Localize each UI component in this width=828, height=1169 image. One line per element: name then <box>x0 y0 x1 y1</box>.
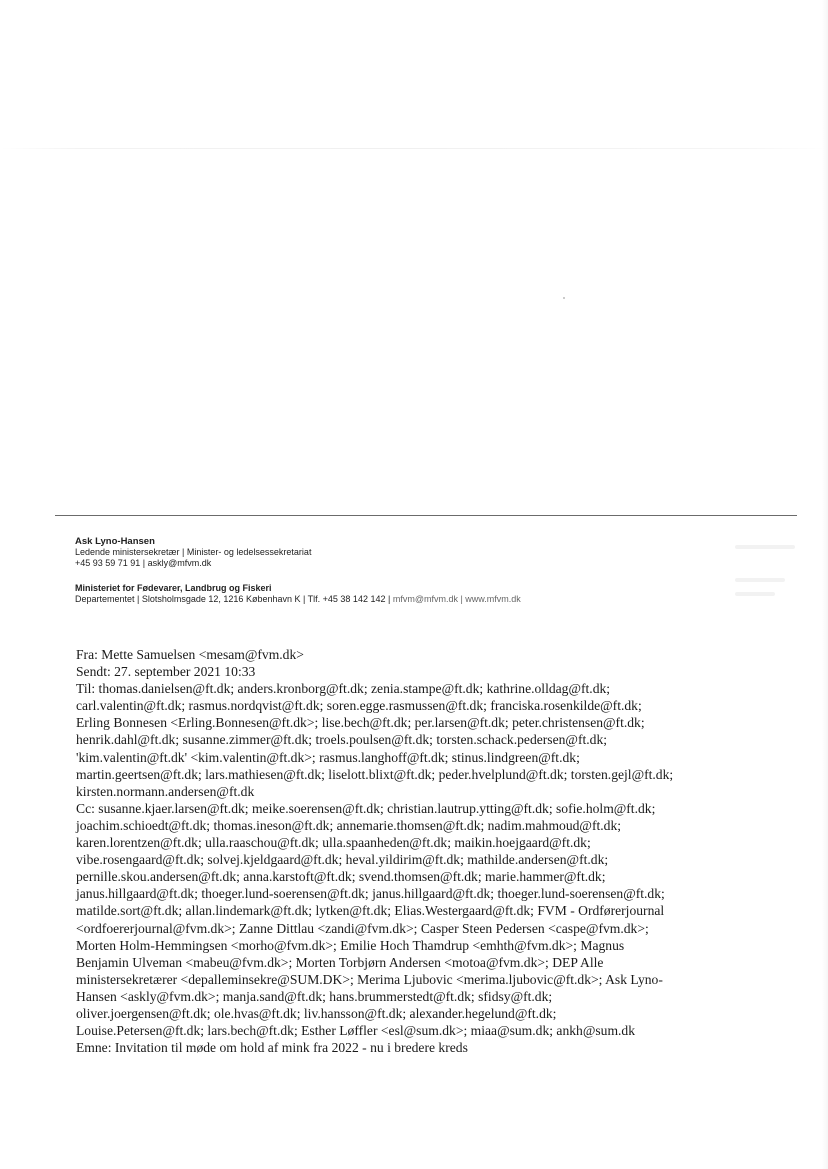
signature-contact: +45 93 59 71 91 | askly@mfvm.dk <box>75 558 212 568</box>
email-header-line: joachim.schioedt@ft.dk; thomas.ineson@ft.dk; annemarie.thomsen@ft.dk; nadim.mahmoud@ft.dk; <box>76 817 622 833</box>
email-header-line: vibe.rosengaard@ft.dk; solvej.kjeldgaard@ft.dk; heval.yildirim@ft.dk; mathilde.andersen@ft.dk; <box>76 852 609 868</box>
signature-address-text: Departementet | Slotsholmsgade 12, 1216 København K | Tlf. +45 38 142 142 | <box>75 594 391 604</box>
email-header-line: karen.lorentzen@ft.dk; ulla.raaschou@ft.dk; ulla.spaanheden@ft.dk; maikin.hoejgaard@ft.dk; <box>76 835 591 851</box>
email-header-line: Emne: Invitation til møde om hold af mink fra 2022 - nu i bredere kreds <box>76 1040 468 1056</box>
email-header-line: Morten Holm-Hemmingsen <morho@fvm.dk>; Emilie Hoch Thamdrup <emhth@fvm.dk>; Magnus <box>76 937 625 953</box>
signature-title: Ledende ministersekretær | Minister- og ledelsessekretariat <box>75 547 312 557</box>
scan-page-edge <box>822 0 828 1169</box>
email-header-line: Cc: susanne.kjaer.larsen@ft.dk; meike.soerensen@ft.dk; christian.lautrup.ytting@ft.dk; sofie.holm@ft.dk; <box>76 800 656 816</box>
email-header-line: carl.valentin@ft.dk; rasmus.nordqvist@ft.dk; soren.egge.rasmussen@ft.dk; franciska.rosenkilde@ft.dk; <box>76 698 642 714</box>
email-header-line: Til: thomas.danielsen@ft.dk; anders.kronborg@ft.dk; zenia.stampe@ft.dk; kathrine.olldag@ft.dk; <box>76 681 611 697</box>
email-header-line: ministersekretærer <depalleminsekre@SUM.DK>; Merima Ljubovic <merima.ljubovic@ft.dk>; Ask Lyno- <box>76 971 663 987</box>
email-header-line: Benjamin Ulveman <mabeu@fvm.dk>; Morten Torbjørn Andersen <motoa@fvm.dk>; DEP Alle <box>76 954 604 970</box>
email-header-line: Louise.Petersen@ft.dk; lars.bech@ft.dk; Esther Løffler <esl@sum.dk>; miaa@sum.dk; ankh@sum.dk <box>76 1023 636 1039</box>
signature-name: Ask Lyno-Hansen <box>75 536 155 547</box>
email-header-line: matilde.sort@ft.dk; allan.lindemark@ft.dk; lytken@ft.dk; Elias.Westergaard@ft.dk; FVM - Ordførerjournal <box>76 903 665 919</box>
email-signature <box>75 536 775 605</box>
scan-speck <box>563 297 565 299</box>
email-header-line: Erling Bonnesen <Erling.Bonnesen@ft.dk>; lise.bech@ft.dk; per.larsen@ft.dk; peter.christensen@ft.dk; <box>76 715 645 731</box>
email-header-line: pernille.skou.andersen@ft.dk; anna.karstoft@ft.dk; svend.thomsen@ft.dk; marie.hammer@ft.dk; <box>76 869 606 885</box>
email-header-line: oliver.joergensen@ft.dk; ole.hvas@ft.dk; liv.hansson@ft.dk; alexander.hegelund@ft.dk; <box>76 1005 557 1021</box>
section-divider <box>55 515 797 516</box>
email-header-line: martin.geertsen@ft.dk; lars.mathiesen@ft.dk; liselott.blixt@ft.dk; peder.hvelplund@ft.dk; torsten.gejl@ft.dk; <box>76 766 674 782</box>
email-header-line: henrik.dahl@ft.dk; susanne.zimmer@ft.dk; troels.poulsen@ft.dk; torsten.schack.pedersen@ft.dk; <box>76 732 608 748</box>
email-header-line: Sendt: 27. september 2021 10:33 <box>76 664 256 680</box>
email-header-line: kirsten.normann.andersen@ft.dk <box>76 783 255 799</box>
email-header-line: 'kim.valentin@ft.dk' <kim.valentin@ft.dk>; rasmus.langhoff@ft.dk; stinus.lindgreen@ft.dk; <box>76 749 580 765</box>
signature-org-name: Ministeriet for Fødevarer, Landbrug og Fiskeri <box>75 583 272 593</box>
scan-faint-line <box>0 148 828 149</box>
email-header <box>76 646 776 1056</box>
email-header-line: Fra: Mette Samuelsen <mesam@fvm.dk> <box>76 647 304 662</box>
email-header-line: Hansen <askly@fvm.dk>; manja.sand@ft.dk; hans.brummerstedt@ft.dk; sfidsy@ft.dk; <box>76 988 553 1004</box>
signature-address-links: mfvm@mfvm.dk | www.mfvm.dk <box>392 594 521 604</box>
email-header-line: janus.hillgaard@ft.dk; thoeger.lund-soerensen@ft.dk; janus.hillgaard@ft.dk; thoeger.lund-soerensen@ft.dk; <box>76 886 665 902</box>
signature-org-address <box>75 594 775 605</box>
email-header-line: <ordfoererjournal@fvm.dk>; Zanne Dittlau <zandi@fvm.dk>; Casper Steen Pedersen <caspe@fvm.dk>; <box>76 920 649 936</box>
